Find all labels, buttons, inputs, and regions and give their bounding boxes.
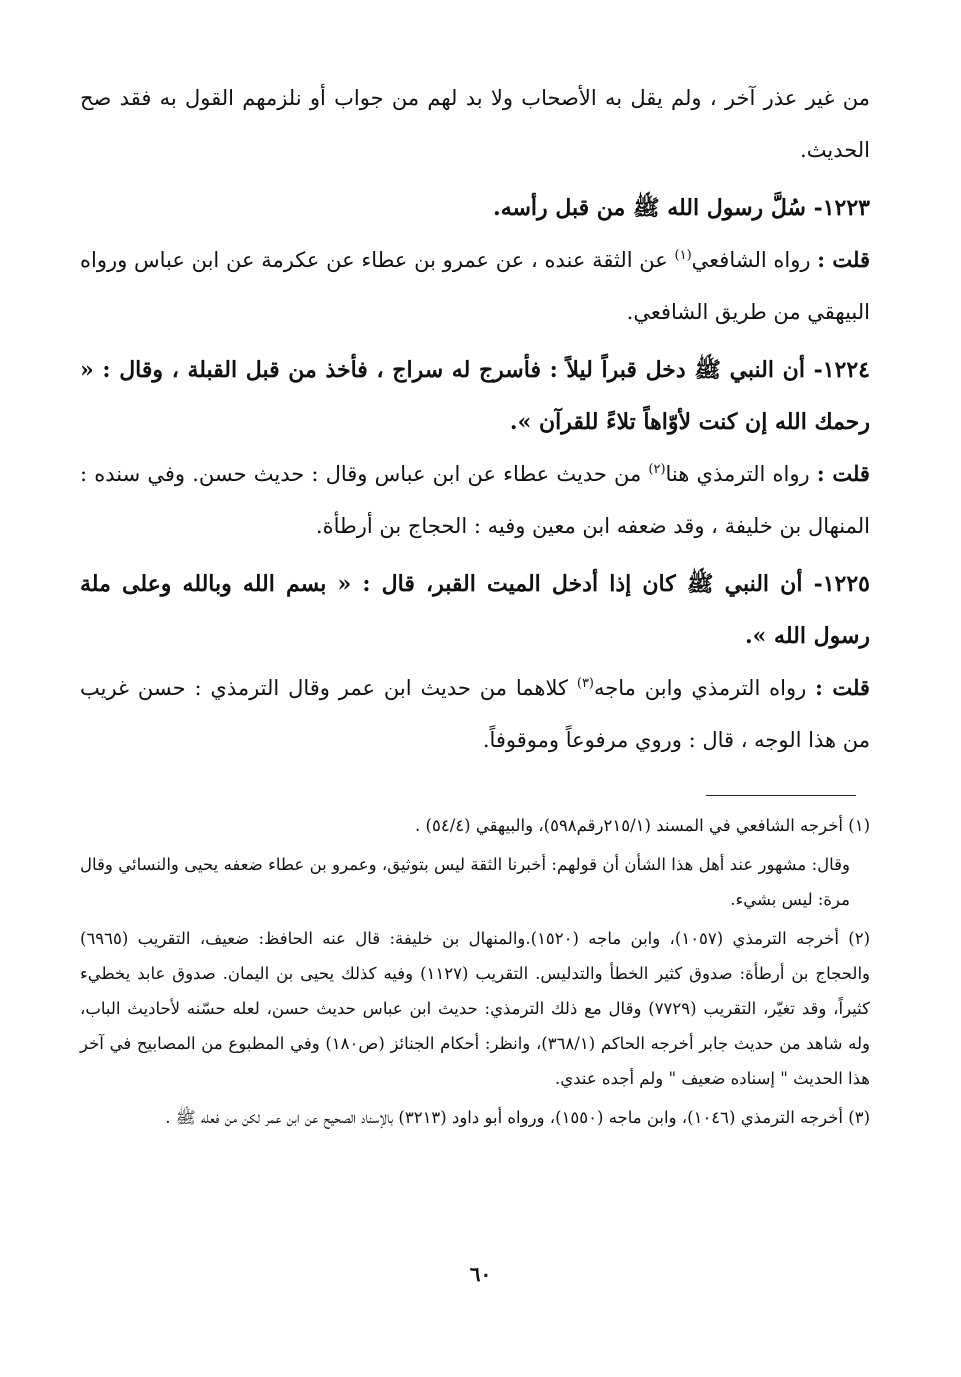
commentary-text: عن الثقة عنده ، عن عمرو بن عطاء عن عكرمة عن ابن عباس ورواه البيهقي من طريق الشافعي. bbox=[80, 248, 870, 324]
footnote-ref-2[interactable]: (٢) bbox=[648, 462, 666, 477]
footnote-1-continuation: وقال: مشهور عند أهل هذا الشأن أن قولهم: أخبرنا الثقة ليس بتوثيق، وعمرو بن عطاء ضعفه يحيى والنسائي وقال مرة: ليس بشيء. bbox=[80, 855, 850, 909]
footnote-ref-3[interactable]: (٣) bbox=[576, 676, 594, 691]
paragraph-opening: من غير عذر آخر ، ولم يقل به الأصحاب ولا بد لهم من جواب أو نلزمهم القول به فقد صح الحديث. bbox=[80, 86, 870, 162]
main-text bbox=[80, 72, 870, 766]
commentary-text: رواه الترمذي هنا bbox=[665, 462, 817, 486]
commentary-text: رواه الترمذي وابن ماجه bbox=[594, 676, 816, 700]
footnote-divider bbox=[706, 795, 856, 796]
hadith-1224: ١٢٢٤- أن النبي ﷺ دخل قبراً ليلاً : فأسرج له سراج ، فأخذ من قبل القبلة ، وقال : « رحمك الله إن كنت لأوّاهاً تلاءً للقرآن ». bbox=[80, 357, 870, 435]
hadith-1225: ١٢٢٥- أن النبي ﷺ كان إذا أدخل الميت القبر، قال : « بسم الله وبالله وعلى ملة رسول الله ». bbox=[80, 571, 870, 649]
qultu-label: قلت : bbox=[815, 675, 870, 700]
commentary-text: من حديث عطاء عن ابن عباس وقال : حديث حسن. وفي سنده : المنهال بن خليفة ، وقد ضعفه ابن معين وفيه : الحجاج بن أرطأة. bbox=[80, 462, 870, 538]
footnote-3: (٣) أخرجه الترمذي (١٠٤٦)، وابن ماجه (١٥٥٠)، ورواه أبو داود (٣٢١٣) بالإسناد الصحيح عن ابن عمر لكن من فعله ﷺ . bbox=[165, 1108, 870, 1127]
page-number: ٦٠ bbox=[469, 1262, 492, 1286]
commentary-text: رواه الشافعي bbox=[691, 248, 818, 272]
commentary-text: كلاهما من حديث ابن عمر وقال الترمذي : حسن غريب من هذا الوجه ، قال : وروي مرفوعاً وموقوفاً. bbox=[80, 676, 870, 752]
qultu-label: قلت : bbox=[816, 461, 870, 486]
footnote-2: (٢) أخرجه الترمذي (١٠٥٧)، وابن ماجه (١٥٢٠).والمنهال بن خليفة: قال عنه الحافظ: ضعيف، التقريب (٦٩٦٥) والحجاج بن أرطأة: صدوق كثير الخطأ والتدليس. التقريب (١١٢٧) وفيه كذلك يحيى بن اليمان. صدوق عابد يخطيء كثيراً، وقد تغيّر، التقريب (٧٧٢٩) وقال مع ذلك الترمذي: حديث ابن عباس حديث حسن، لعله حسّنه لأحاديث الباب، وله شاهد من حديث جابر أخرجه الحاكم (٣٦٨/١)، وانظر: أحكام الجنائز (ص١٨٠) وفي المطبوع من المصابيح في آخر هذا الحديث " إسناده ضعيف " ولم أجده عندي. bbox=[80, 929, 870, 1088]
hadith-1223: ١٢٢٣- سُلَّ رسول الله ﷺ من قبل رأسه. bbox=[493, 195, 870, 221]
footnote-ref-1[interactable]: (١) bbox=[674, 248, 692, 263]
qultu-label: قلت : bbox=[817, 247, 870, 272]
footnote-1: (١) أخرجه الشافعي في المسند (٢١٥/١رقم٥٩٨)، والبيهقي (٥٤/٤) . bbox=[415, 816, 870, 835]
footnotes bbox=[80, 808, 870, 1135]
commentary-1223 bbox=[80, 234, 870, 338]
commentary-1225 bbox=[80, 662, 870, 766]
commentary-1224 bbox=[80, 448, 870, 552]
